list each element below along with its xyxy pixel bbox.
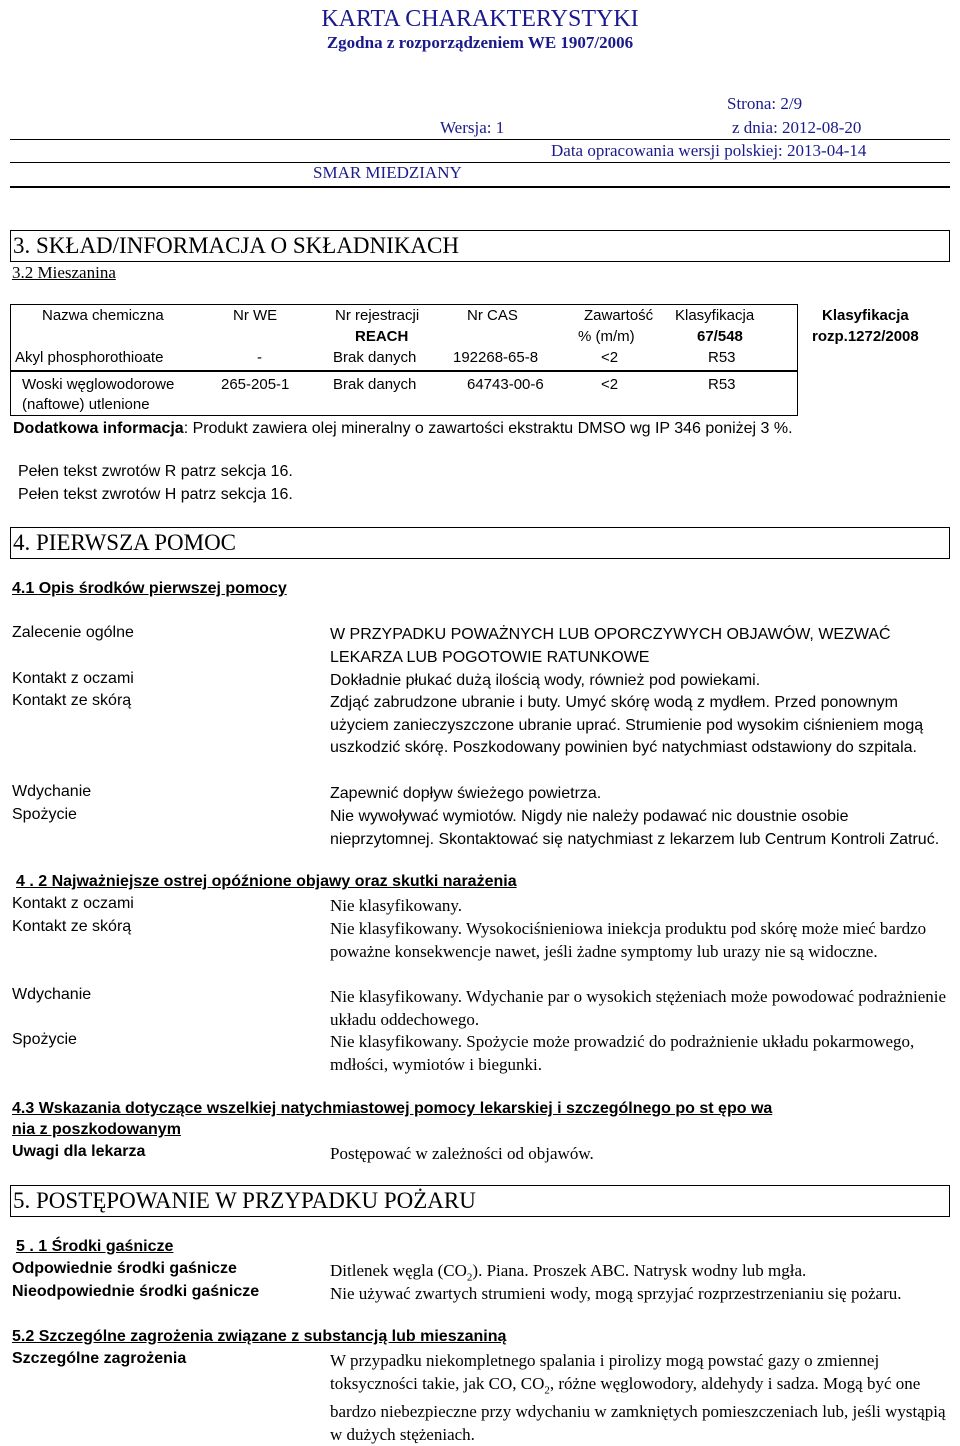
table-cell: (naftowe) utlenione [22, 396, 150, 413]
suitable-media-text: Ditlenek węgla $(CO_2)$. Piana. Proszek ABC. Natrysk wodny lub mgła. [330, 1261, 807, 1284]
section-4-2-heading: 4 . 2 Najważniejsze ostrej opóźnione objawy oraz skutki narażenia [16, 873, 517, 890]
unsuitable-media-text: Nie używać zwartych strumieni wody, mogą sprzyjać rozprzestrzenianiu się pożaru. [330, 1284, 902, 1303]
header-divider [10, 162, 950, 163]
column-header: Klasyfikacja [822, 307, 909, 324]
table-cell: Woski węglowodorowe [22, 376, 175, 393]
inhalation-text: Zapewnić dopływ świeżego powietrza. [330, 785, 602, 802]
column-header: REACH [355, 328, 409, 345]
column-header: 67/548 [697, 328, 743, 345]
eye-contact-label: Kontakt z oczami [12, 895, 134, 912]
table-cell: R53 [708, 349, 736, 366]
column-header: Nr CAS [467, 307, 518, 324]
additional-info: Dodatkowa informacja: Produkt zawiera olej mineralny o zawartości ekstraktu DMSO wg IP 346 poniżej 3 %. [13, 420, 793, 437]
inhalation-label: Wdychanie [12, 986, 92, 1003]
suitable-media-label: Odpowiednie środki gaśnicze [12, 1260, 237, 1277]
document-title: KARTA CHARAKTERYSTYKI [321, 6, 639, 32]
section-5-2-heading: 5.2 Szczególne zagrożenia związane z substancją lub mieszaniną [12, 1328, 507, 1345]
r-phrases-note: Pełen tekst zwrotów R patrz sekcja 16. [18, 463, 293, 480]
ingestion-label: Spożycie [12, 806, 77, 823]
table-cell: <2 [601, 376, 619, 393]
column-header: Zawartość [584, 307, 654, 324]
ingestion-text: Nie wywoływać wymiotów. Nigdy nie należy podawać nic doustnie osobie nieprzytomnej. Skontaktować się natychmiast z lekarzem lub Centrum Kontroli Zatruć. [330, 808, 940, 848]
skin-contact-label: Kontakt ze skórą [12, 918, 132, 935]
ingestion-label: Spożycie [12, 1031, 77, 1048]
skin-contact-label: Kontakt ze skórą [12, 692, 132, 709]
header-divider [10, 139, 950, 140]
polish-version-date: Data opracowania wersji polskiej: 2013-04-14 [551, 141, 867, 160]
general-label: Zalecenie ogólne [12, 624, 134, 641]
section-3-2-heading: 3.2 Mieszanina [12, 263, 116, 282]
table-cell: <2 [601, 349, 619, 366]
inhalation-label: Wdychanie [12, 783, 92, 800]
column-header: % (m/m) [578, 328, 635, 345]
eye-contact-text: Dokładnie płukać dużą ilością wody, również pod powiekami. [330, 672, 761, 689]
column-header: Nr WE [233, 307, 278, 324]
section-5-heading: 5. POSTĘPOWANIE W PRZYPADKU POŻARU [10, 1185, 950, 1217]
doctor-notes-label: Uwagi dla lekarza [12, 1143, 146, 1160]
column-header: Nazwa chemiczna [42, 307, 164, 324]
table-cell: R53 [708, 376, 736, 393]
table-cell: 64743-00-6 [467, 376, 544, 393]
column-header: Klasyfikacja [675, 307, 755, 324]
version: Wersja: 1 [440, 118, 505, 137]
skin-contact-text: Zdjąć zabrudzone ubranie i buty. Umyć skórę wodą z mydłem. Przed ponownym użyciem zanieczyszczone ubranie uprać. Strumienie pod wysokim ciśnieniem mogą uszkodzić skórę. Poszkodowany powinien być natychmiast odstawiony do szpitala. [330, 694, 924, 756]
special-hazards-label: Szczególne zagrożenia [12, 1350, 187, 1367]
section-5-1-heading: 5 . 1 Środki gaśnicze [16, 1238, 174, 1255]
inhalation-text: Nie klasyfikowany. Wdychanie par o wysokich stężeniach może powodować podrażnienie układu oddechowego. [330, 987, 947, 1029]
section-4-3-heading-cont: nia z poszkodowanym [12, 1121, 181, 1138]
header-divider [10, 186, 950, 188]
page-number: Strona: 2/9 [727, 94, 803, 113]
section-4-1-heading: 4.1 Opis środków pierwszej pomocy [12, 580, 287, 597]
special-hazards-text: W przypadku niekompletnego spalania i pirolizy mogą powstać gazy o zmiennej toksyczności takie, jak CO, $CO_2$, różne węglowodory, aldehydy i sadza. Mogą być one bardzo niebezpieczne przy wdychaniu w zamkniętych pomieszczeniach lub, jeśli wystąpią w dużych stężeniach. [330, 1351, 946, 1444]
ingestion-text: Nie klasyfikowany. Spożycie może prowadzić do podrażnienie układu pokarmowego, mdłości, wymiotów i biegunki. [330, 1032, 915, 1074]
eye-contact-text: Nie klasyfikowany. [330, 896, 463, 915]
table-cell: 265-205-1 [221, 376, 290, 393]
product-name: SMAR MIEDZIANY [313, 163, 462, 182]
table-cell: Brak danych [333, 376, 417, 393]
section-4-3-heading: 4.3 Wskazania dotyczące wszelkiej natychmiastowej pomocy lekarskiej i szczególnego po st ępo wa [12, 1100, 773, 1117]
general-text: W PRZYPADKU POWAŻNYCH LUB OPORCZYWYCH OBJAWÓW, WEZWAĆ LEKARZA LUB POGOTOWIE RATUNKOWE [330, 626, 891, 666]
column-header: rozp.1272/2008 [812, 328, 919, 345]
column-header: Nr rejestracji [335, 307, 420, 324]
section-3-heading: 3. SKŁAD/INFORMACJA O SKŁADNIKACH [10, 230, 950, 262]
table-cell: Brak danych [333, 349, 417, 366]
eye-contact-label: Kontakt z oczami [12, 670, 134, 687]
regulation-subtitle: Zgodna z rozporządzeniem WE 1907/2006 [326, 33, 634, 52]
h-phrases-note: Pełen tekst zwrotów H patrz sekcja 16. [18, 486, 293, 503]
table-cell: 192268-65-8 [453, 349, 539, 366]
issue-date: z dnia: 2012-08-20 [732, 118, 862, 137]
doctor-notes-text: Postępować w zależności od objawów. [330, 1144, 594, 1163]
section-4-heading: 4. PIERWSZA POMOC [10, 527, 950, 559]
unsuitable-media-label: Nieodpowiednie środki gaśnicze [12, 1283, 260, 1300]
table-cell: Akyl phosphorothioate [15, 349, 164, 366]
skin-contact-text: Nie klasyfikowany. Wysokociśnieniowa iniekcja produktu pod skórę może mieć bardzo poważne konsekwencje nawet, jeśli żadne symptomy lub urazy nie są widoczne. [330, 919, 927, 961]
table-cell: - [257, 349, 262, 366]
